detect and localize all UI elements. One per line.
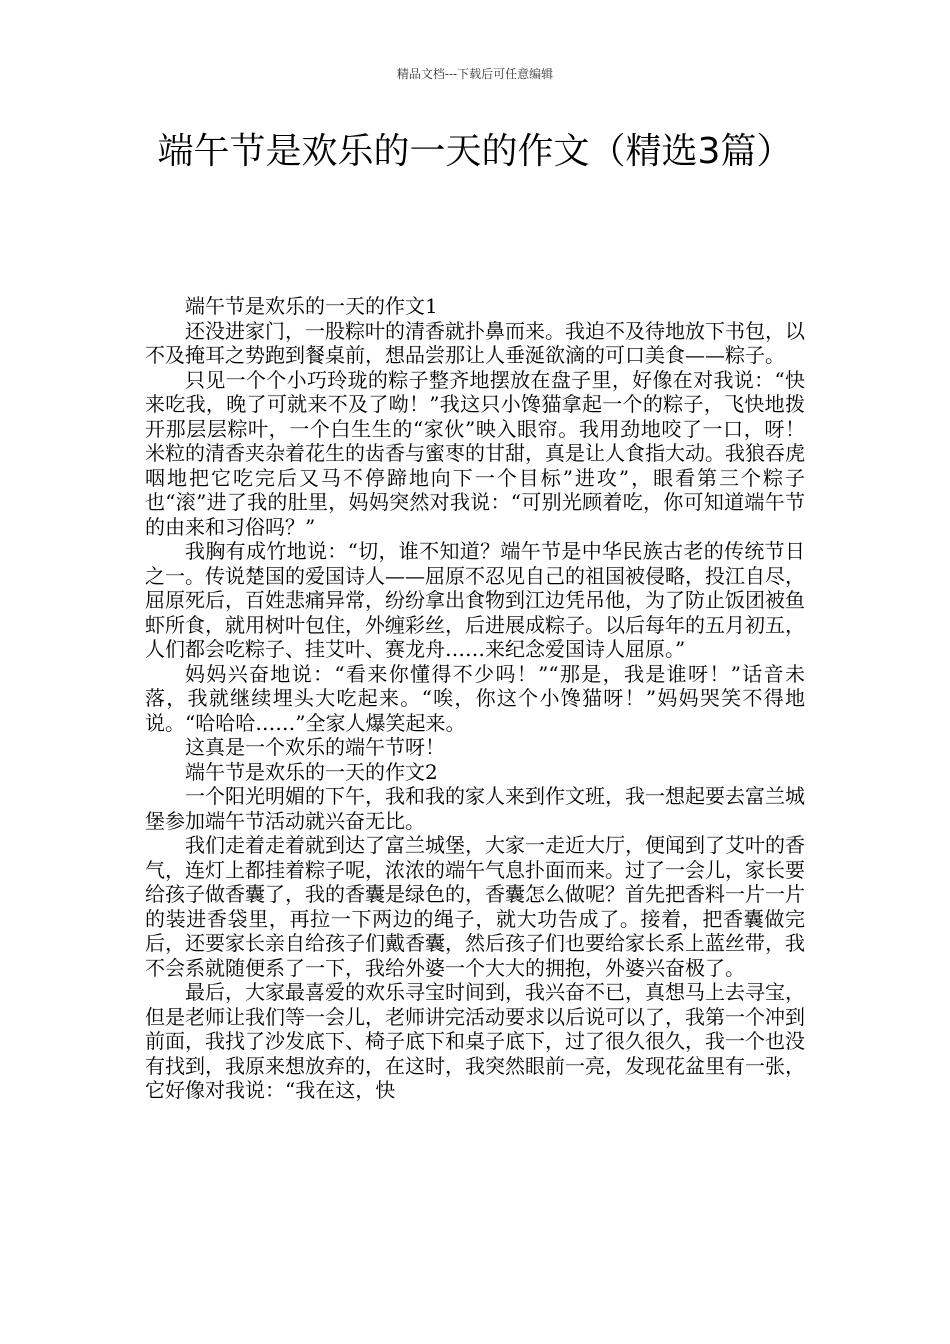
document-title: 端午节是欢乐的一天的作文（精选3篇）: [157, 131, 793, 172]
paragraph: 我胸有成竹地说：“切，谁不知道？端午节是中华民族古老的传统节日之一。传说楚国的爱国诗人——屈原不忍见自己的祖国被侵略，投江自尽，屈原死后，百姓悲痛异常，纷纷拿出食物到江边凭吊他，为了防止饭团被鱼虾所食，就用树叶包住，外缠彩丝，后进展成粽子。以后每年的五月初五，人们都会吃粽子、挂艾叶、赛龙舟……来纪念爱国诗人屈原。”: [145, 539, 805, 661]
paragraph: 最后，大家最喜爱的欢乐寻宝时间到，我兴奋不已，真想马上去寻宝，但是老师让我们等一会儿，老师讲完活动要求以后说可以了，我第一个冲到前面，我找了沙发底下、椅子底下和桌子底下，过了很久很久，我一个也没有找到，我原来想放弃的，在这时，我突然眼前一亮，发现花盆里有一张，它好像对我说：“我在这，快: [145, 980, 805, 1102]
section-heading-1: 端午节是欢乐的一天的作文1: [185, 294, 438, 318]
paragraph: 我们走着走着就到达了富兰城堡，大家一走近大厅，便闻到了艾叶的香气，连灯上都挂着粽子呢，浓浓的端午气息扑面而来。过了一会儿，家长要给孩子做香囊了，我的香囊是绿色的，香囊怎么做呢？首先把香料一片一片的装进香袋里，再拉一下两边的绳子，就大功告成了。接着，把香囊做完后，还要家长亲自给孩子们戴香囊，然后孩子们也要给家长系上蓝丝带，我不会系就随便系了一下，我给外婆一个大大的拥抱，外婆兴奋极了。: [145, 833, 805, 980]
header-note: 精品文档---下载后可任意编辑: [396, 67, 554, 81]
section-heading-2: 端午节是欢乐的一天的作文2: [185, 759, 438, 784]
paragraph: 还没进家门，一股粽叶的清香就扑鼻而来。我迫不及待地放下书包，以不及掩耳之势跑到餐桌前，想品尝那让人垂涎欲滴的可口美食——粽子。: [145, 318, 805, 367]
paragraph: 一个阳光明媚的下午，我和我的家人来到作文班，我一想起要去富兰城堡参加端午节活动就兴奋无比。: [145, 784, 805, 833]
paragraph: 这真是一个欢乐的端午节呀！: [185, 735, 445, 759]
paragraph: 妈妈兴奋地说：“看来你懂得不少吗！”“那是，我是谁呀！”话音未落，我就继续埋头大吃起来。“唉，你这个小馋猫呀！”妈妈哭笑不得地说。“哈哈哈……”全家人爆笑起来。: [145, 661, 805, 735]
article-body: [145, 294, 805, 1103]
paragraph: 只见一个个小巧玲珑的粽子整齐地摆放在盘子里，好像在对我说：“快来吃我，晚了可就来不及了呦！”我这只小馋猫拿起一个的粽子，飞快地拨开那层层粽叶，一个白生生的“家伙”映入眼帘。我用劲地咬了一口，呀！米粒的清香夹杂着花生的齿香与蜜枣的甘甜，真是让人食指大动。我狼吞虎咽地把它吃完后又马不停蹄地向下一个目标”进攻”，眼看第三个粽子也“滚”进了我的肚里，妈妈突然对我说：“可别光顾着吃，你可知道端午节的由来和习俗吗？”: [145, 367, 805, 539]
